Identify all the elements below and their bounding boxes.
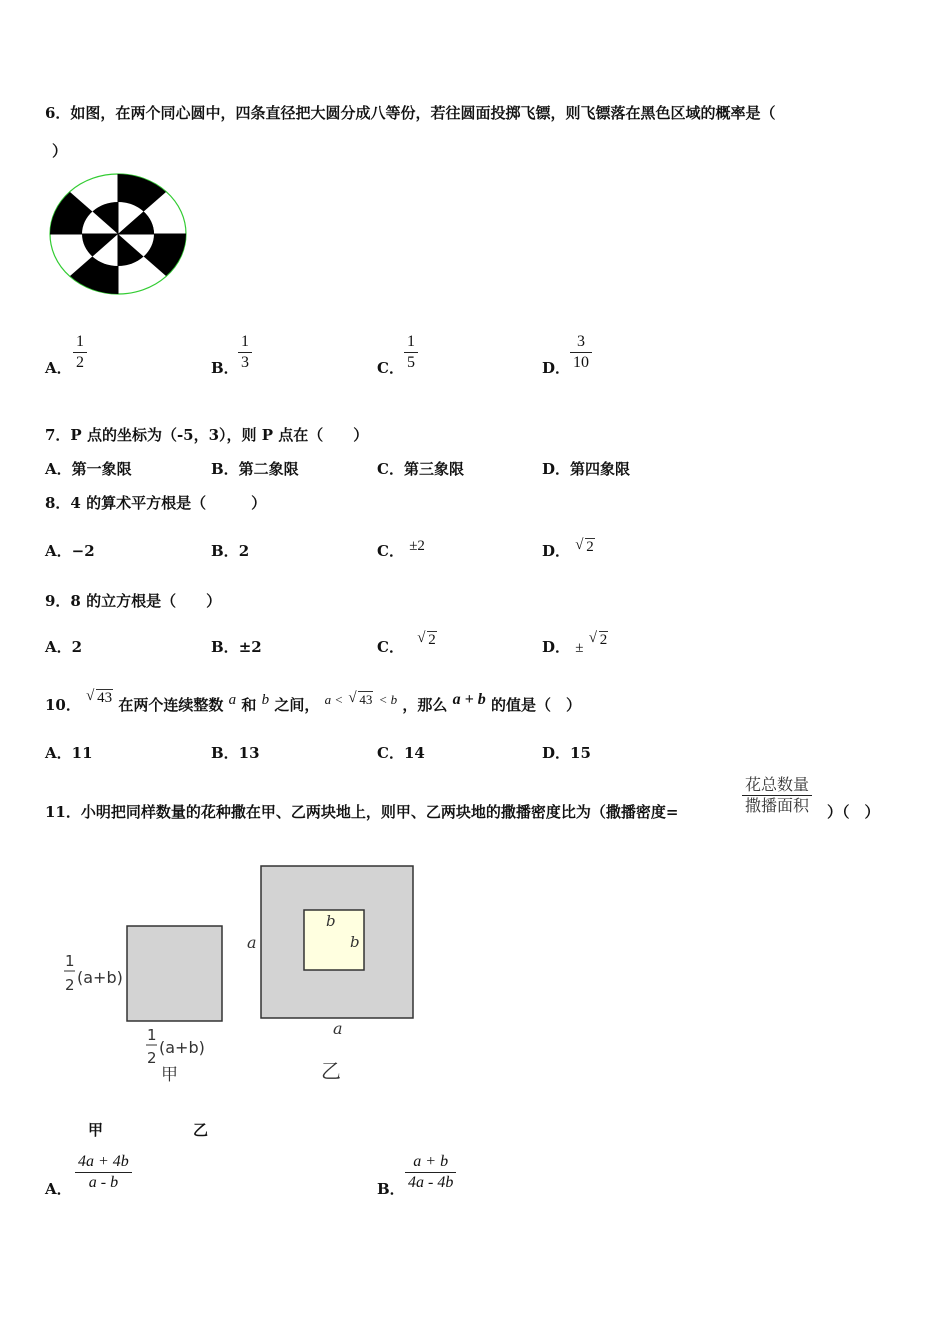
q6-option-c-fraction: 1 5 xyxy=(404,333,418,373)
q6-option-c[interactable]: C． xyxy=(377,359,404,377)
q11-density-fraction: 花总数量 撒播面积 xyxy=(742,776,812,816)
q11-stem-close: ）（ ） xyxy=(827,803,880,821)
q10-var-b: b xyxy=(261,692,270,708)
q11-jia-left-half-num: 1 xyxy=(65,952,75,970)
q7-stem: 7．P 点的坐标为（-5，3），则 P 点在（ ） xyxy=(45,426,369,444)
q7-option-d[interactable]: D．第四象限 xyxy=(542,460,631,478)
q10-sum: a + b xyxy=(452,691,486,708)
q8-option-c[interactable]: C． ±2 xyxy=(377,538,425,560)
q11-option-b[interactable]: B． xyxy=(377,1180,405,1198)
q10-var-a: a xyxy=(228,692,237,708)
q10-option-c[interactable]: C．14 xyxy=(377,744,425,762)
q7-option-a[interactable]: A．第一象限 xyxy=(45,460,132,478)
q9-option-d-sqrt: √ 2 xyxy=(589,632,609,649)
q11-option-a-fraction: 4a + 4b a - b xyxy=(75,1153,132,1193)
q10-ineq-left: a < xyxy=(324,692,344,707)
q11-yi-label-b-right: b xyxy=(350,933,360,951)
q11-plots-diagram xyxy=(55,860,425,1090)
q11-jia-name: 甲 xyxy=(161,1065,178,1085)
q9-option-a-value: 2 xyxy=(71,638,83,656)
q11-yi-label-a-bottom: a xyxy=(333,1019,343,1038)
q11-jia-bottom-half-num: 1 xyxy=(147,1026,157,1044)
q6-stem-close: ） xyxy=(52,142,68,160)
q11-option-a[interactable]: A． xyxy=(45,1180,72,1198)
q6-option-d-fraction: 3 10 xyxy=(570,333,592,373)
q10-option-b[interactable]: B．13 xyxy=(211,744,260,762)
q11-yi-name: 乙 xyxy=(321,1059,341,1083)
q8-option-a-value: −2 xyxy=(71,542,95,560)
q11-caption-yi: 乙 xyxy=(193,1121,209,1139)
q11-jia-left-side: (a+b) xyxy=(77,968,123,987)
q8-option-d-sqrt: √ 2 xyxy=(575,539,595,556)
q9-option-b-value: ±2 xyxy=(238,638,262,656)
q11-option-b-fraction: a + b 4a - 4b xyxy=(405,1153,456,1193)
q10-ineq-sqrt: √ 43 xyxy=(348,692,373,708)
q6-option-d[interactable]: D． xyxy=(542,359,571,377)
q9-option-b[interactable]: B．±2 xyxy=(211,638,262,656)
q9-stem: 9．8 的立方根是（ ） xyxy=(45,592,222,610)
q8-stem: 8．4 的算术平方根是（ ） xyxy=(45,494,267,512)
q8-option-d[interactable]: D． √ 2 xyxy=(542,540,595,561)
q9-option-d-prefix: ± xyxy=(575,640,584,656)
q8-option-b[interactable]: B．2 xyxy=(211,542,250,560)
q6-option-a-fraction: 1 2 xyxy=(73,333,87,373)
q7-option-c[interactable]: C．第三象限 xyxy=(377,460,464,478)
q11-yi-label-b-top: b xyxy=(326,912,336,930)
q11-stem: 11．小明把同样数量的花种撒在甲、乙两块地上，则甲、乙两块地的撒播密度比为（撒播密度= xyxy=(45,803,679,821)
q9-option-c-sqrt: √ 2 xyxy=(417,632,437,649)
q11-caption-jia: 甲 xyxy=(88,1121,104,1139)
q6-stem: 6．如图，在两个同心圆中，四条直径把大圆分成八等份，若往圆面投掷飞镖，则飞镖落在黑色区域的概率是（ xyxy=(45,104,776,122)
q6-option-a[interactable]: A． xyxy=(45,359,72,377)
q10-stem: 10． √ 43 在两个连续整数 a 和 b 之间， a < √ 43 < b ，那么 a + b 的值是（ ） xyxy=(45,688,581,709)
q10-sqrt-43: √ 43 xyxy=(86,690,113,707)
q8-option-a[interactable]: A．−2 xyxy=(45,542,95,560)
q11-jia-left-half-den: 2 xyxy=(65,976,75,994)
q6-option-b[interactable]: B． xyxy=(211,359,239,377)
q8-option-c-value: ±2 xyxy=(409,538,425,554)
q11-jia-bottom-side: (a+b) xyxy=(159,1038,205,1057)
q10-ineq-right: < b xyxy=(378,692,398,707)
q10-option-a[interactable]: A．11 xyxy=(45,744,93,762)
concentric-circles-diagram xyxy=(47,170,192,298)
q9-option-a[interactable]: A．2 xyxy=(45,638,83,656)
q9-option-d[interactable]: D． ± √ 2 xyxy=(542,636,608,657)
q8-option-b-value: 2 xyxy=(238,542,250,560)
q7-option-b[interactable]: B．第二象限 xyxy=(211,460,299,478)
q9-option-c[interactable]: C． √ 2 xyxy=(377,636,429,657)
q6-option-b-fraction: 1 3 xyxy=(238,333,252,373)
q10-option-d[interactable]: D．15 xyxy=(542,744,591,762)
q11-jia-bottom-half-den: 2 xyxy=(147,1049,157,1067)
q11-yi-label-a-left: a xyxy=(247,933,257,952)
